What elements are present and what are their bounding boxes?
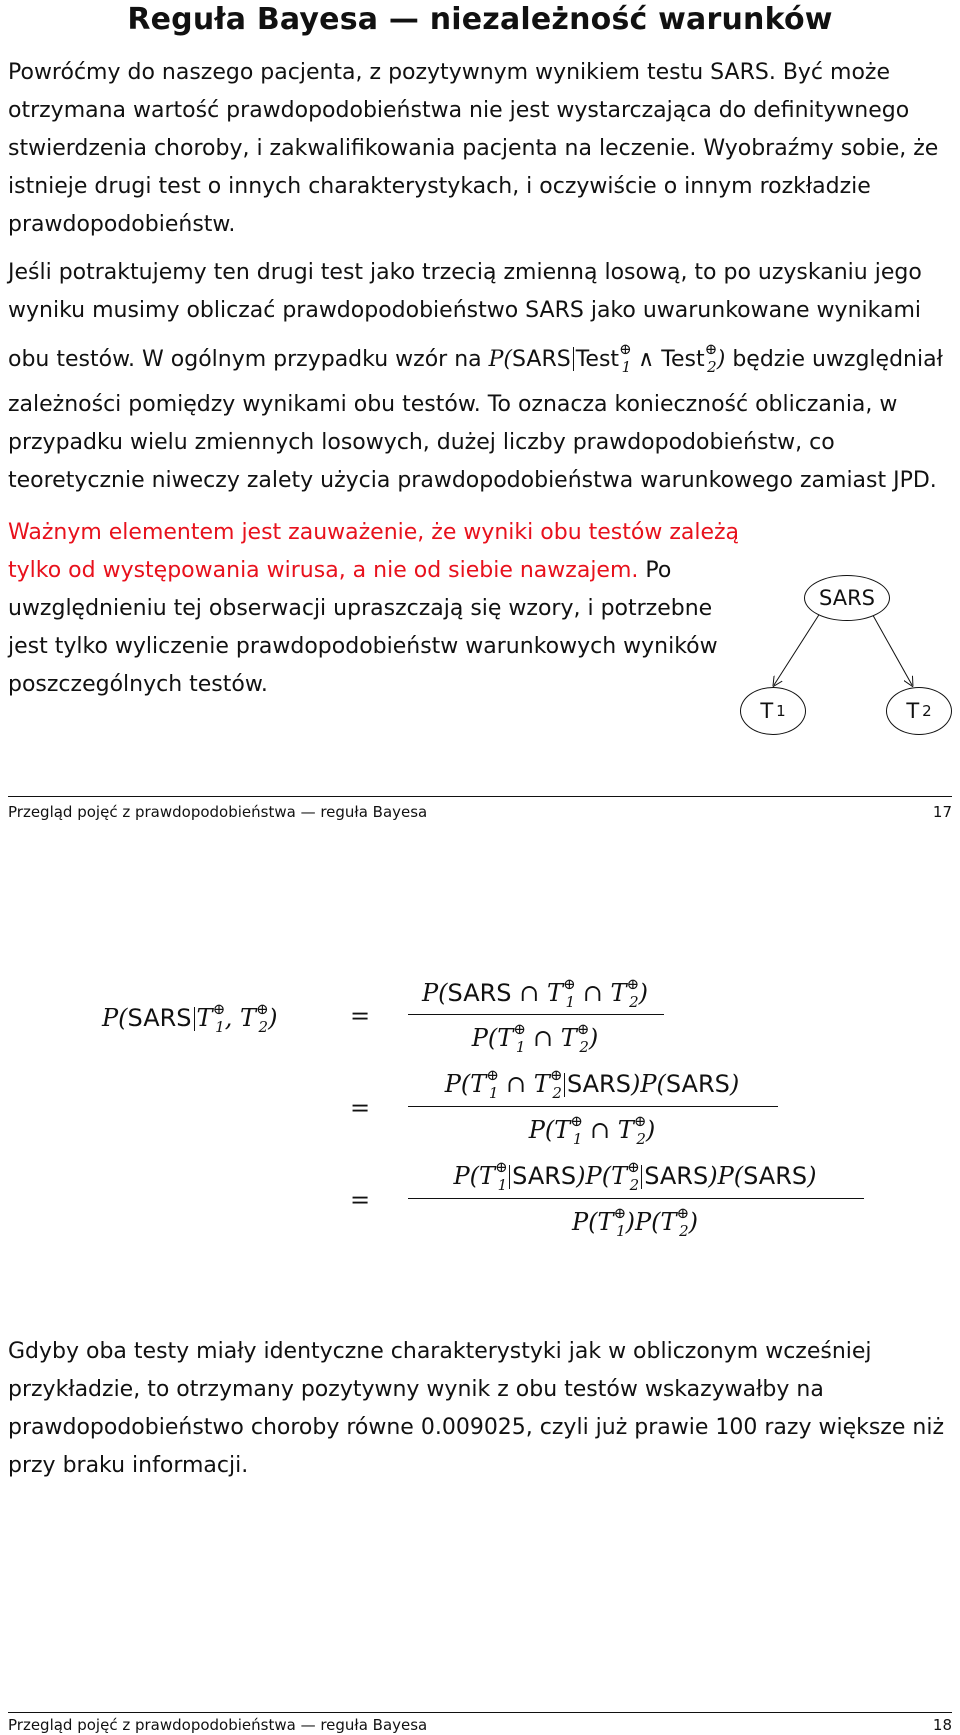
footer-text: Przegląd pojęć z prawdopodobieństwa — reguła Bayesa [8,803,428,821]
conclusion-paragraph: Gdyby oba testy miały identyczne charakterystyki jak w obliczonym wcześniej przykładzie, to otrzymany pozytywny wynik z obu testów wskazywałby na prawdopodobieństwo choroby równe 0.009025, czyli już prawie 100 razy większe niż przy braku informacji. [8,1339,944,1478]
fraction-1-denominator: $P(T^\oplus_1$ ∩ $T^\oplus_2$) [471,1020,599,1056]
fraction-3-denominator: $P(T^\oplus_1)P(T^\oplus_2)$ [571,1204,699,1240]
footer-text-2: Przegląd pojęć z prawdopodobieństwa — reguła Bayesa [8,1716,428,1734]
page-number-2: 18 [932,1716,952,1734]
equals-1: = [350,1002,371,1030]
fraction-3-bar [408,1198,864,1199]
intro-paragraph: Powróćmy do naszego pacjenta, z pozytywnym wynikiem testu SARS. Być może otrzymana wartość prawdopodobieństwa nie jest wystarczająca do definitywnego stwierdzenia choroby, i zakwalifikowania pacjenta na leczenie. Wyobraźmy sobie, że istnieje drugi test o innych charakterystykach, i oczywiście o innym rozkładzie prawdopodobieństw. [8,60,939,237]
formula-inline: P(SARS Test⊕$_1$ ∧ Test⊕$_2$) [488,340,726,376]
highlighted-text: Ważnym elementem jest zauważenie, że wyniki obu testów zależą tylko od występowania wirusa, a nie od siebie nawzajem. [8,520,740,583]
third-paragraph [8,514,748,704]
arrow-sars-t1 [774,610,822,685]
second-paragraph-text-b: będzie uwzględniał zależności pomiędzy wynikami obu testów. To oznacza konieczność obliczania, w przypadku wielu zmiennych losowych, dużej liczby prawdopodobieństw, co teoretycznie niweczy zalety użycia prawdopodobieństwa warunkowego zamiast JPD. [8,347,943,493]
footer-rule [8,796,952,797]
footer-2 [8,1716,952,1734]
node-sars: SARS [804,575,890,621]
fraction-2-numerator: $P(T^\oplus_1$ ∩ $T^\oplus_2$ SARS)P(SARS) [444,1066,740,1102]
third-paragraph-rest: Po uwzględnieniu tej obserwacji upraszczają się wzory, i potrzebne jest tylko wyliczenie prawdopodobieństw warunkowych wyników poszczególnych testów. [8,558,718,697]
node-t2: T 2 [886,687,952,735]
equals-3: = [350,1186,371,1214]
slide-title: Reguła Bayesa — niezależność warunków [127,2,833,37]
fraction-3-numerator: $P(T^\oplus_1$ $SARS)P(T^\oplus_2$ SARS)P(SARS) [453,1158,817,1194]
equals-2: = [350,1094,371,1122]
node-t1: T 1 [740,687,806,735]
second-paragraph [8,254,956,500]
footer-1 [8,803,952,821]
fraction-2-denominator: $P(T^\oplus_1$ ∩ $T^\oplus_2$) [528,1112,656,1148]
fraction-1-bar [408,1014,664,1015]
page-number: 17 [932,803,952,821]
fraction-1-numerator: P(SARS ∩ $T^\oplus_1$ ∩ $T^\oplus_2$) [422,975,648,1011]
second-paragraph-text-a: Jeśli potraktujemy ten drugi test jako trzecią zmienną losową, to po uzyskaniu jego wyniku musimy obliczać prawdopodobieństwo SARS jako uwarunkowane wynikami obu testów. W ogólnym przypadku wzór na [8,260,922,372]
fraction-2-bar [408,1106,778,1107]
equation-lhs: P(SARS $T^\oplus_1$, $T^\oplus_2$) [102,1000,278,1036]
footer-rule-2 [8,1712,952,1713]
arrow-sars-t2 [870,610,912,685]
bayes-network-diagram [752,575,952,765]
